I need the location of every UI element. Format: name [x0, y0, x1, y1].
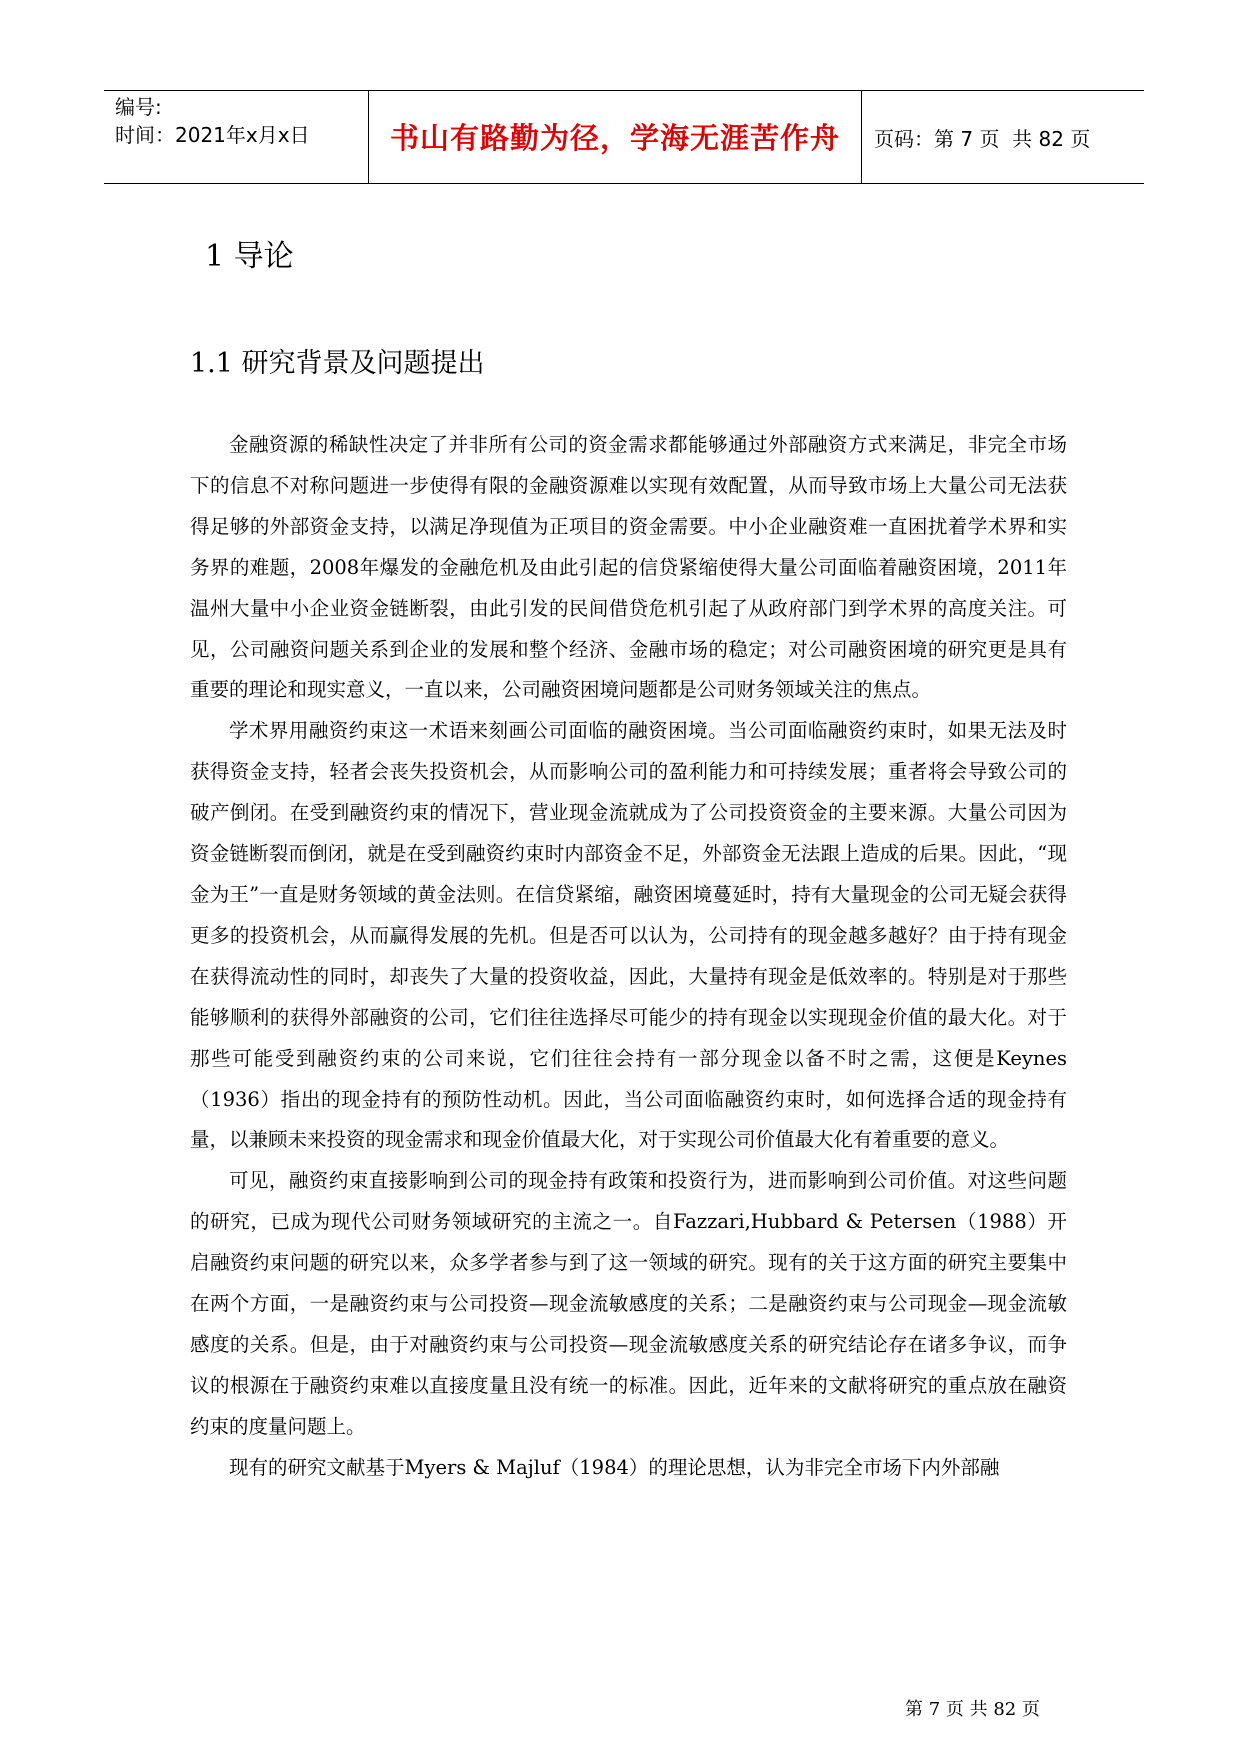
- body-text: [190, 425, 1067, 1489]
- header-meta: [115, 93, 310, 149]
- header-number-label: 编号:: [115, 95, 162, 119]
- header-page-label: 页码：第 7 页 共 82 页: [874, 127, 1091, 151]
- paragraph: 可见，融资约束直接影响到公司的现金持有政策和投资行为，进而影响到公司价值。对这些问题的研究，已成为现代公司财务领域研究的主流之一。自Fazzari,Hubbard & Petersen（1988）开启融资约束问题的研究以来，众多学者参与到了这一领域的研究。现有的关于这方面的研究主要集中在两个方面，一是融资约束与公司投资—现金流敏感度的关系；二是融资约束与公司现金—现金流敏感度的关系。但是，由于对融资约束与公司投资—现金流敏感度关系的研究结论存在诸多争议，而争议的根源在于融资约束难以直接度量且没有统一的标准。因此，近年来的文献将研究的重点放在融资约束的度量问题上。: [190, 1169, 1067, 1438]
- page-footer: 第 7 页 共 82 页: [905, 1699, 1040, 1720]
- paragraph: 金融资源的稀缺性决定了并非所有公司的资金需求都能够通过外部融资方式来满足，非完全市场下的信息不对称问题进一步使得有限的金融资源难以实现有效配置，从而导致市场上大量公司无法获得足够的外部资金支持，以满足净现值为正项目的资金需要。中小企业融资难一直困扰着学术界和实务界的难题，2008年爆发的金融危机及由此引起的信贷紧缩使得大量公司面临着融资困境，2011年温州大量中小企业资金链断裂，由此引发的民间借贷危机引起了从政府部门到学术界的高度关注。可见，公司融资问题关系到企业的发展和整个经济、金融市场的稳定；对公司融资困境的研究更是具有重要的理论和现实意义，一直以来，公司融资困境问题都是公司财务领域关注的焦点。: [190, 433, 1067, 702]
- header-time-label: 时间：2021年x月x日: [115, 123, 310, 147]
- chapter-title: 1 导论: [205, 239, 294, 274]
- header-bottom-rule: [104, 183, 1144, 184]
- section-title: 1.1 研究背景及问题提出: [190, 348, 485, 379]
- paragraph: 现有的研究文献基于Myers & Majluf（1984）的理论思想，认为非完全市场下内外部融: [229, 1455, 1000, 1479]
- header-divider-right: [861, 90, 862, 183]
- paragraph: 学术界用融资约束这一术语来刻画公司面临的融资困境。当公司面临融资约束时，如果无法及时获得资金支持，轻者会丧失投资机会，从而影响公司的盈利能力和可持续发展；重者将会导致公司的破产倒闭。在受到融资约束的情况下，营业现金流就成为了公司投资资金的主要来源。大量公司因为资金链断裂而倒闭，就是在受到融资约束时内部资金不足，外部资金无法跟上造成的后果。因此，“现金为王”一直是财务领域的黄金法则。在信贷紧缩，融资困境蔓延时，持有大量现金的公司无疑会获得更多的投资机会，从而赢得发展的先机。但是否可以认为，公司持有的现金越多越好？由于持有现金在获得流动性的同时，却丧失了大量的投资收益，因此，大量持有现金是低效率的。特别是对于那些能够顺利的获得外部融资的公司，它们往往选择尽可能少的持有现金以实现现金价值的最大化。对于那些可能受到融资约束的公司来说，它们往往会持有一部分现金以备不时之需，这便是Keynes（1936）指出的现金持有的预防性动机。因此，当公司面临融资约束时，如何选择合适的现金持有量，以兼顾未来投资的现金需求和现金价值最大化，对于实现公司价值最大化有着重要的意义。: [190, 719, 1067, 1152]
- header-motto: 书山有路勤为径，学海无涯苦作舟: [389, 121, 840, 155]
